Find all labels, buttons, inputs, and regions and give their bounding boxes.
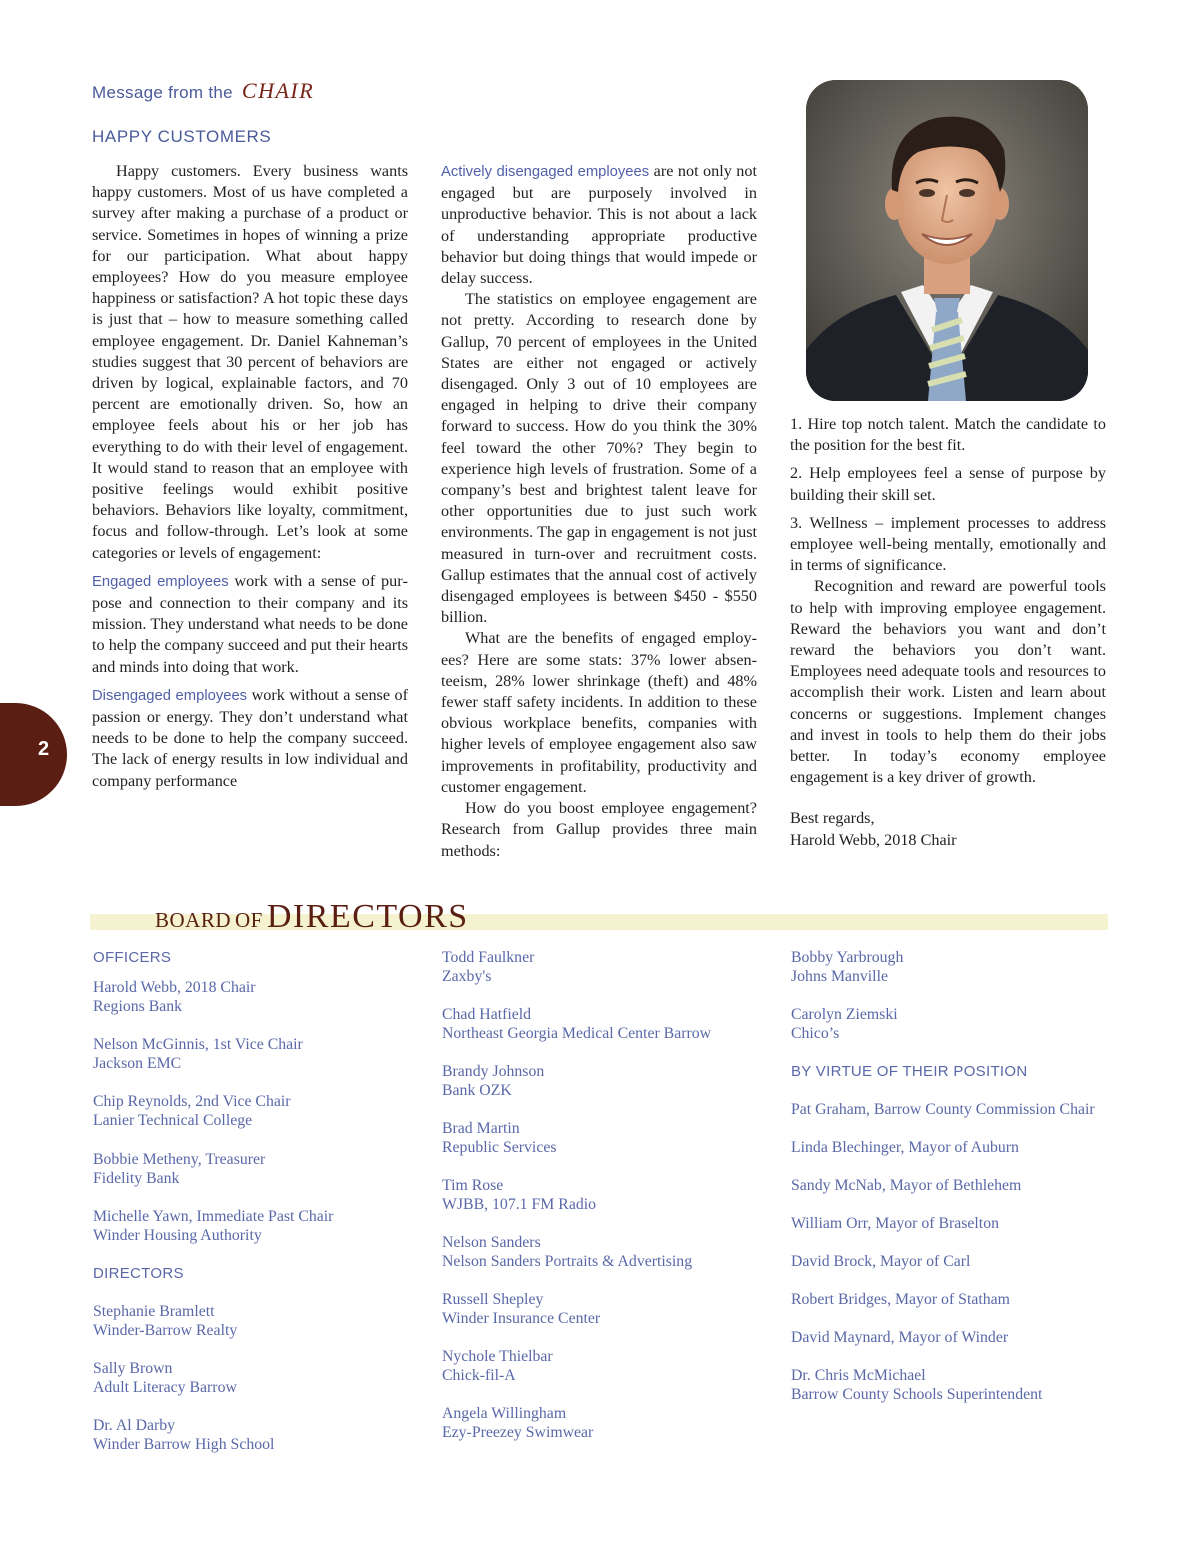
director-name: Brad Martin xyxy=(442,1120,520,1137)
officer-name: Harold Webb, 2018 Chair xyxy=(93,979,256,996)
benefits-paragraph: What are the benefits of engaged employees? Here are some stats: 37% lower absenteeism, 28% lower shrinkage (theft) and 48% fewer staff safety incidents. In addition to these obvious workplace benefits, companies with higher levels of employee engagement also saw improvements in profitability, productivity and customer engagement. xyxy=(441,629,757,796)
page-number: 2 xyxy=(38,738,50,760)
director-name: Tim Rose xyxy=(442,1177,504,1194)
disengaged-term: Disengaged employees xyxy=(92,687,248,704)
virtue-heading: BY VIRTUE OF THEIR POSITION xyxy=(791,1063,1028,1080)
method-1: 1. Hire top notch talent. Match the candidate to the position for the best fit. xyxy=(790,415,1106,455)
officer-name: Nelson McGinnis, 1st Vice Chair xyxy=(93,1036,303,1053)
officer-entry xyxy=(93,1150,265,1188)
recognition-paragraph: Recognition and reward are powerful tools to help with improving employee engagement. Reward the behaviors you want and don’t reward the behaviors you don’t want. Employees need adequate tools and resources to accomplish their work. Listen and learn about concerns or suggestions. Implement changes and invest in tools to help them do their jobs better. In today’s economy employee engagement is a key driver of growth. xyxy=(790,577,1106,787)
director-name: Angela Willingham xyxy=(442,1405,567,1422)
closing-salutation: Best regards, xyxy=(790,809,875,828)
director-entry xyxy=(791,1005,898,1043)
director-org: Nelson Sanders Portraits & Advertising xyxy=(442,1253,693,1271)
director-name: Chad Hatfield xyxy=(442,1006,532,1023)
method-3: 3. Wellness – implement processes to address employee well-being mentally, emotionally and in terms of significance. xyxy=(790,513,1106,575)
header-emphasis: CHAIR xyxy=(241,78,315,103)
actively-disengaged-term: Actively disengaged employees xyxy=(441,164,650,180)
virtue-member: Sandy McNab, Mayor of Bethlehem xyxy=(791,1177,1022,1194)
director-org: Johns Manville xyxy=(791,968,888,986)
director-name: Dr. Al Darby xyxy=(93,1417,176,1434)
officers-heading: OFFICERS xyxy=(93,949,172,966)
director-entry xyxy=(791,948,903,986)
virtue-member: David Brock, Mayor of Carl xyxy=(791,1253,971,1270)
director-entry xyxy=(442,948,534,986)
statistics-paragraph: The statistics on employee engagement are not pretty. According to research done by Gallup, 70 percent of employees in the United States are either not engaged or actively disengaged. Only 3 out of 10 employees are engaged in helping to drive their company forward to success. How do you think the 30% feel toward the other 70%? They begin to experience high levels of frustration. Some of a company’s best and brightest talent leave for other opportunities due to just such work environments. The gap in engagement is not just measured in turn-over and recruitment costs. Gallup estimates that the annual cost of actively disengaged employees is between $450 - $550 billion. xyxy=(441,290,757,627)
board-title-word-1: BOARD xyxy=(155,908,232,932)
section-title: HAPPY CUSTOMERS xyxy=(92,127,272,146)
officer-entry xyxy=(93,1035,303,1073)
actively-disengaged-text: are not only not engaged but are purposely involved in unproductive behavior. This is not about a lack of understanding appropriate productive behavior but doing things that would impede or delay success. xyxy=(441,162,757,288)
director-org: Adult Literacy Barrow xyxy=(93,1379,237,1397)
director-org: Winder Barrow High School xyxy=(93,1436,275,1454)
virtue-member: William Orr, Mayor of Braselton xyxy=(791,1215,999,1232)
director-name: Stephanie Bramlett xyxy=(93,1303,215,1320)
virtue-member: David Maynard, Mayor of Winder xyxy=(791,1329,1009,1346)
officer-name: Chip Reynolds, 2nd Vice Chair xyxy=(93,1093,291,1110)
virtue-member: Robert Bridges, Mayor of Statham xyxy=(791,1291,1010,1308)
board-title-word-3: DIRECTORS xyxy=(266,898,469,935)
virtue-member-name: Dr. Chris McMichael xyxy=(791,1367,926,1384)
directors-column-3 xyxy=(791,0,1121,1553)
director-entry xyxy=(442,1347,553,1385)
director-name: Carolyn Ziemski xyxy=(791,1006,898,1023)
directors-column-1 xyxy=(93,0,423,1553)
officer-org: Jackson EMC xyxy=(93,1055,182,1073)
director-org: Zaxby's xyxy=(442,968,492,986)
officer-org: Winder Housing Authority xyxy=(93,1227,262,1245)
officer-org: Regions Bank xyxy=(93,998,183,1016)
director-org: Winder-Barrow Realty xyxy=(93,1322,238,1340)
intro-paragraph: Happy customers. Every business wants happy customers. Most of us have completed a survey after making a purchase of a product or service. Sometimes in hopes of winning a prize for our participation. What about happy employees? How do you measure employee happiness or satisfaction? A hot topic these days is just that – how to measure something called employee engagement. Dr. Daniel Kahneman’s studies suggest that 30 percent of behaviors are driven by logical, explainable factors, and 70 percent are emotionally driven. So, how an employee feels about his or her job has everything to do with their level of engagement. It would stand to reason that an employee with positive feelings would exhibit positive behaviors. Behaviors like loyalty, commitment, focus and follow-through. Let’s look at some categories or levels of engagement: xyxy=(92,162,408,562)
director-entry xyxy=(93,1416,274,1454)
virtue-member-entry xyxy=(791,1366,1042,1404)
officer-entry xyxy=(93,978,256,1016)
officer-name: Bobbie Metheny, Treasurer xyxy=(93,1151,266,1168)
officer-entry xyxy=(93,1092,291,1130)
signature: Harold Webb, 2018 Chair xyxy=(790,830,957,849)
director-entry xyxy=(442,1062,544,1100)
director-entry xyxy=(93,1302,237,1340)
director-org: WJBB, 107.1 FM Radio xyxy=(442,1196,597,1214)
board-title-word-2: OF xyxy=(235,908,263,932)
director-entry xyxy=(442,1404,593,1442)
director-entry xyxy=(442,1290,600,1328)
page-number-tab xyxy=(0,703,67,806)
director-org: Northeast Georgia Medical Center Barrow xyxy=(442,1025,712,1043)
officer-entry xyxy=(93,1207,333,1245)
director-org: Bank OZK xyxy=(442,1082,512,1100)
officer-org: Lanier Technical College xyxy=(93,1112,253,1130)
director-name: Bobby Yarbrough xyxy=(791,949,904,966)
header-prefix: Message from the xyxy=(92,83,233,102)
director-entry xyxy=(442,1119,557,1157)
virtue-member: Pat Graham, Barrow County Commission Chair xyxy=(791,1101,1095,1118)
director-name: Brandy Johnson xyxy=(442,1063,545,1080)
director-name: Russell Shepley xyxy=(442,1291,544,1308)
officer-org: Fidelity Bank xyxy=(93,1170,180,1188)
director-org: Republic Services xyxy=(442,1139,557,1157)
director-org: Winder Insurance Center xyxy=(442,1310,601,1328)
boost-paragraph: How do you boost employee engagement? Research from Gallup provides three main methods: xyxy=(441,799,757,860)
director-org: Chico’s xyxy=(791,1025,840,1043)
officer-name: Michelle Yawn, Immediate Past Chair xyxy=(93,1208,334,1225)
director-name: Sally Brown xyxy=(93,1360,173,1377)
director-name: Nelson Sanders xyxy=(442,1234,541,1251)
directors-column-2 xyxy=(442,0,772,1553)
virtue-member-title: Barrow County Schools Superintendent xyxy=(791,1386,1043,1404)
director-entry xyxy=(442,1233,692,1271)
director-org: Chick-fil-A xyxy=(442,1367,516,1385)
disengaged-text: work without a sense of passion or energy. They don’t understand what needs to be done to help the company succeed. The lack of energy results in low individual and company performance xyxy=(92,685,408,790)
virtue-member: Linda Blechinger, Mayor of Auburn xyxy=(791,1139,1019,1156)
engaged-text: work with a sense of purpose and connection to their company and its mission. They understand what needs to be done to help the company succeed and put their hearts and minds into doing that work. xyxy=(92,571,408,676)
director-org: Ezy-Preezey Swimwear xyxy=(442,1424,594,1442)
director-name: Todd Faulkner xyxy=(442,949,535,966)
director-entry xyxy=(442,1176,596,1214)
director-entry xyxy=(442,1005,711,1043)
engaged-term: Engaged employees xyxy=(92,573,229,590)
director-name: Nychole Thielbar xyxy=(442,1348,553,1365)
method-2: 2. Help employees feel a sense of purpose by building their skill set. xyxy=(790,464,1106,504)
director-entry xyxy=(93,1359,237,1397)
directors-heading: DIRECTORS xyxy=(93,1265,184,1282)
